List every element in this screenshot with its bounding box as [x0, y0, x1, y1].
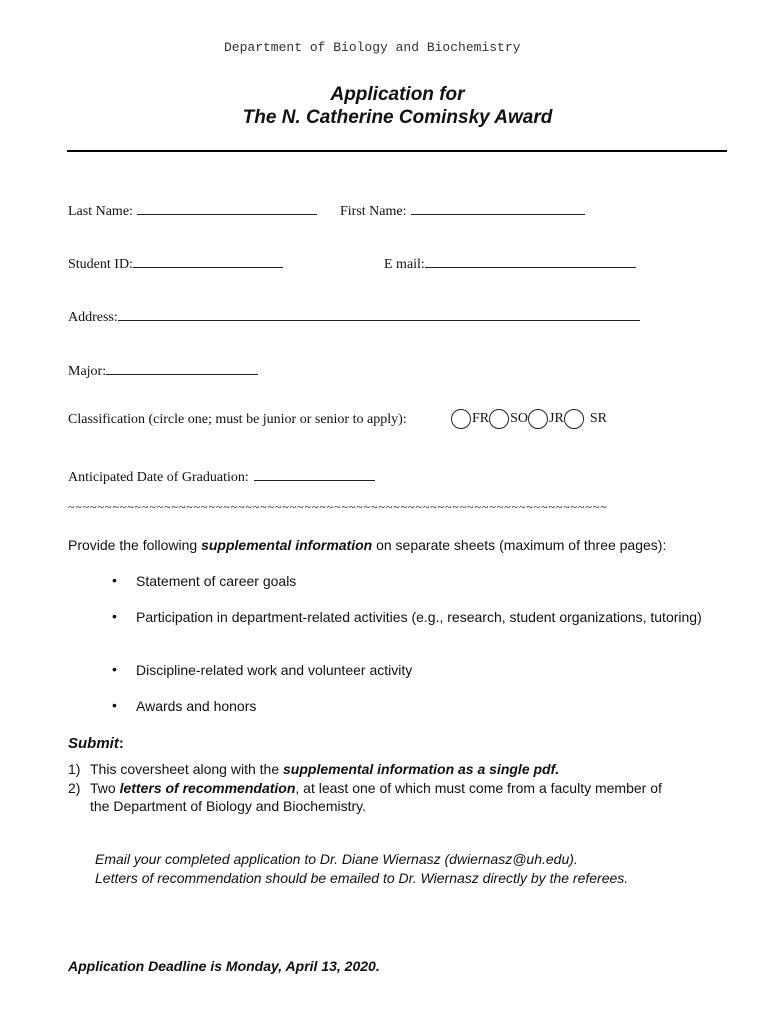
address-field[interactable] — [68, 306, 640, 326]
address-label: Address: — [68, 310, 118, 325]
list-item: Statement of career goals — [136, 573, 297, 589]
submit-item-2: 2) Two letters of recommendation, at least one of which must come from a faculty member of — [68, 780, 662, 796]
major-field[interactable] — [68, 360, 258, 380]
department-header: Department of Biology and Biochemistry — [224, 40, 521, 55]
graduation-label: Anticipated Date of Graduation: — [68, 470, 249, 485]
classification-option-so[interactable]: SO — [489, 409, 528, 429]
bullet-icon: • — [112, 608, 117, 624]
first-name-blank[interactable] — [411, 200, 585, 215]
last-name-blank[interactable] — [137, 200, 317, 215]
email-label: E mail: — [384, 257, 425, 272]
submit-item-2-continued: the Department of Biology and Biochemistry. — [90, 798, 366, 814]
circle-icon[interactable] — [489, 409, 509, 429]
classification-options — [451, 409, 607, 429]
graduation-blank[interactable] — [254, 466, 375, 481]
classification-option-fr[interactable]: FR — [451, 409, 489, 429]
classification-label: Classification (circle one; must be junior or senior to apply): — [68, 412, 407, 427]
deadline: Application Deadline is Monday, April 13, 2020. — [68, 958, 380, 974]
classification-option-jr[interactable]: JR — [528, 409, 564, 429]
major-label: Major: — [68, 364, 107, 379]
bullet-icon: • — [112, 661, 117, 677]
circle-icon[interactable] — [564, 409, 584, 429]
tilde-separator: ~~~~~~~~~~~~~~~~~~~~~~~~~~~~~~~~~~~~~~~~~~~~~~~~~~~~~~~~~~~~~~~~~~~~~~~~~ — [68, 500, 608, 514]
last-name-label: Last Name: — [68, 204, 133, 219]
circle-icon[interactable] — [528, 409, 548, 429]
supplemental-intro: Provide the following supplemental information on separate sheets (maximum of three pages): — [68, 537, 667, 553]
submit-heading: Submit: — [68, 735, 124, 752]
list-item: Discipline-related work and volunteer activity — [136, 662, 413, 678]
classification-option-sr[interactable]: SR — [564, 409, 607, 429]
email-note-line-1: Email your completed application to Dr. Diane Wiernasz (dwiernasz@uh.edu). — [95, 851, 578, 867]
major-blank[interactable] — [106, 360, 258, 375]
email-blank[interactable] — [425, 253, 636, 268]
email-note-line-2: Letters of recommendation should be emailed to Dr. Wiernasz directly by the referees. — [95, 870, 629, 886]
list-item: Participation in department-related activities (e.g., research, student organizations, tutoring) — [136, 609, 702, 625]
email-field[interactable] — [384, 253, 636, 273]
student-id-label: Student ID: — [68, 257, 133, 272]
bullet-icon: • — [112, 572, 117, 588]
supplemental-emphasis: supplemental information — [201, 537, 373, 553]
submit-item-1: 1) This coversheet along with the supplemental information as a single pdf. — [68, 761, 560, 777]
title-divider — [67, 150, 727, 152]
title-line-2: The N. Catherine Cominsky Award — [242, 107, 553, 128]
student-id-field[interactable] — [68, 253, 283, 273]
first-name-field[interactable] — [340, 200, 585, 220]
address-blank[interactable] — [118, 306, 640, 321]
last-name-field[interactable] — [68, 200, 317, 220]
circle-icon[interactable] — [451, 409, 471, 429]
title-line-1: Application for — [330, 84, 465, 105]
student-id-blank[interactable] — [133, 253, 283, 268]
list-item: Awards and honors — [136, 698, 257, 714]
bullet-icon: • — [112, 697, 117, 713]
first-name-label: First Name: — [340, 204, 407, 219]
graduation-field[interactable] — [68, 466, 375, 486]
